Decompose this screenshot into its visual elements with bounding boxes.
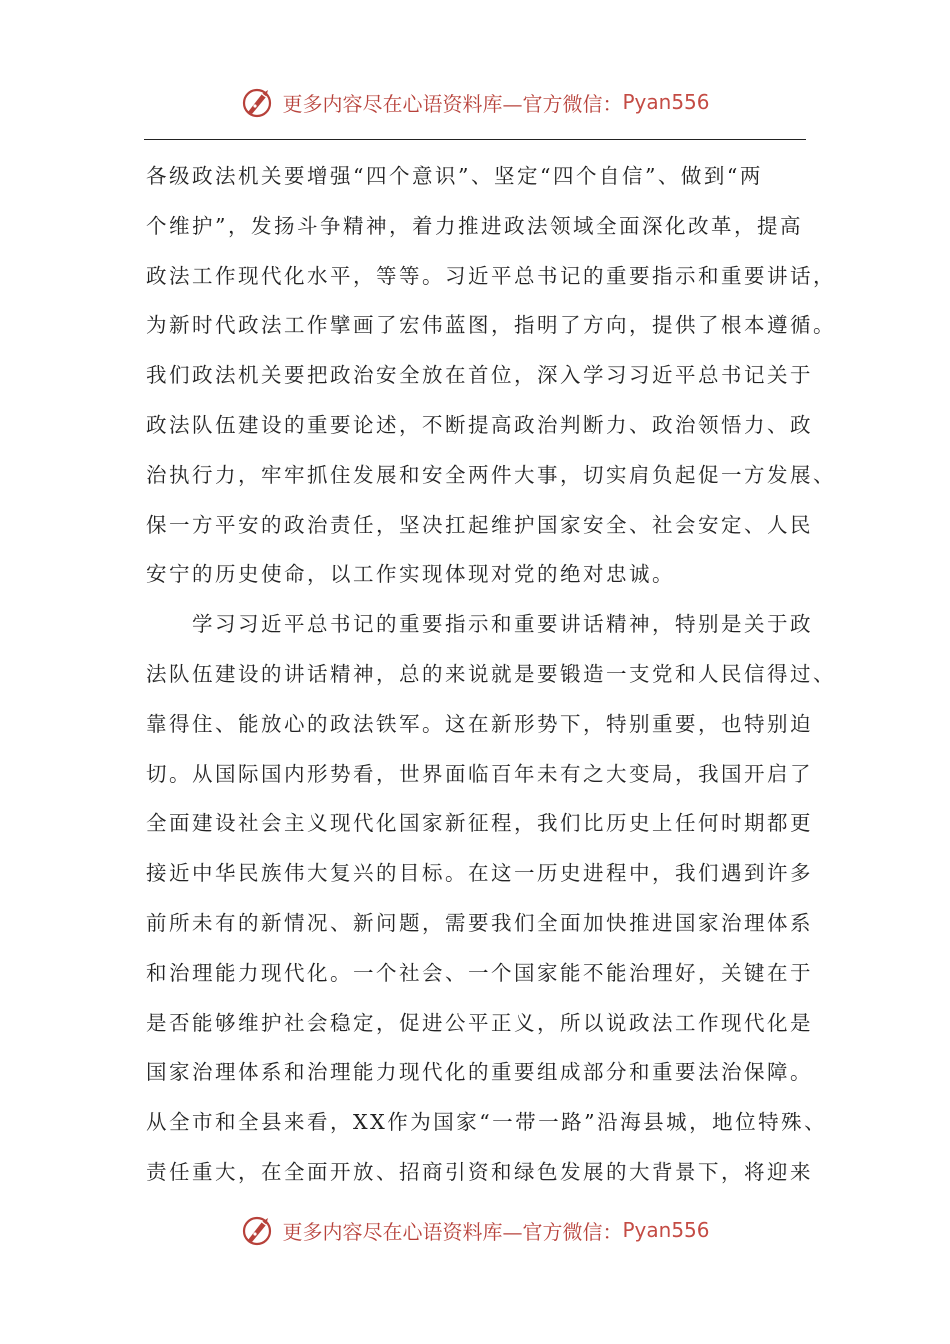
header-banner-id: Pyan556	[622, 90, 710, 114]
text-line: 政法工作现代化水平，等等。习近平总书记的重要指示和重要讲话，	[146, 263, 836, 288]
text-line: 靠得住、能放心的政法铁军。这在新形势下，特别重要，也特别迫	[146, 711, 813, 736]
text-line: 是否能够维护社会稳定，促进公平正义，所以说政法工作现代化是	[146, 1010, 813, 1035]
footer-banner-text: 更多内容尽在心语资料库—官方微信：	[282, 1219, 623, 1244]
text-line: 接近中华民族伟大复兴的目标。在这一历史进程中，我们遇到许多	[146, 861, 813, 886]
text-line: 前所未有的新情况、新问题，需要我们全面加快推进国家治理体系	[146, 910, 813, 935]
text-line: 责任重大，在全面开放、招商引资和绿色发展的大背景下，将迎来	[146, 1159, 813, 1184]
text-line: 我们政法机关要把政治安全放在首位，深入学习习近平总书记关于	[146, 363, 813, 388]
text-line: 政法队伍建设的重要论述，不断提高政治判断力、政治领悟力、政	[146, 412, 813, 437]
text-line: 各级政法机关要增强“四个意识”、坚定“四个自信”、做到“两	[146, 164, 763, 188]
document-body	[146, 152, 836, 1198]
text-line: 保一方平安的政治责任，坚决扛起维护国家安全、社会安定、人民	[146, 512, 813, 537]
text-line: 法队伍建设的讲话精神，总的来说就是要锻造一支党和人民信得过、	[146, 661, 836, 686]
header-divider	[144, 139, 806, 140]
text-line: 全面建设社会主义现代化国家新征程，我们比历史上任何时期都更	[146, 811, 813, 836]
pen-nib-logo-icon	[240, 84, 276, 120]
header-banner	[0, 80, 950, 124]
text-line: 切。从国际国内形势看，世界面临百年未有之大变局，我国开启了	[146, 761, 813, 786]
header-banner-text: 更多内容尽在心语资料库—官方微信：	[282, 91, 623, 116]
text-line: 从全市和全县来看，XX作为国家“一带一路”沿海县城，地位特殊、	[146, 1110, 828, 1135]
text-line: 国家治理体系和治理能力现代化的重要组成部分和重要法治保障。	[146, 1060, 813, 1085]
pen-nib-logo-icon	[240, 1212, 276, 1248]
text-line: 个维护”，发扬斗争精神，着力推进政法领域全面深化改革，提高	[146, 213, 803, 238]
text-line: 治执行力，牢牢抓住发展和安全两件大事，切实肩负起促一方发展、	[146, 462, 836, 487]
text-line: 和治理能力现代化。一个社会、一个国家能不能治理好，关键在于	[146, 960, 813, 985]
footer-banner-id: Pyan556	[622, 1218, 710, 1242]
text-line: 学习习近平总书记的重要指示和重要讲话精神，特别是关于政	[146, 612, 813, 637]
footer-banner	[0, 1208, 950, 1252]
text-line: 安宁的历史使命，以工作实现体现对党的绝对忠诚。	[146, 562, 675, 587]
text-line: 为新时代政法工作擘画了宏伟蓝图，指明了方向，提供了根本遵循。	[146, 313, 836, 338]
